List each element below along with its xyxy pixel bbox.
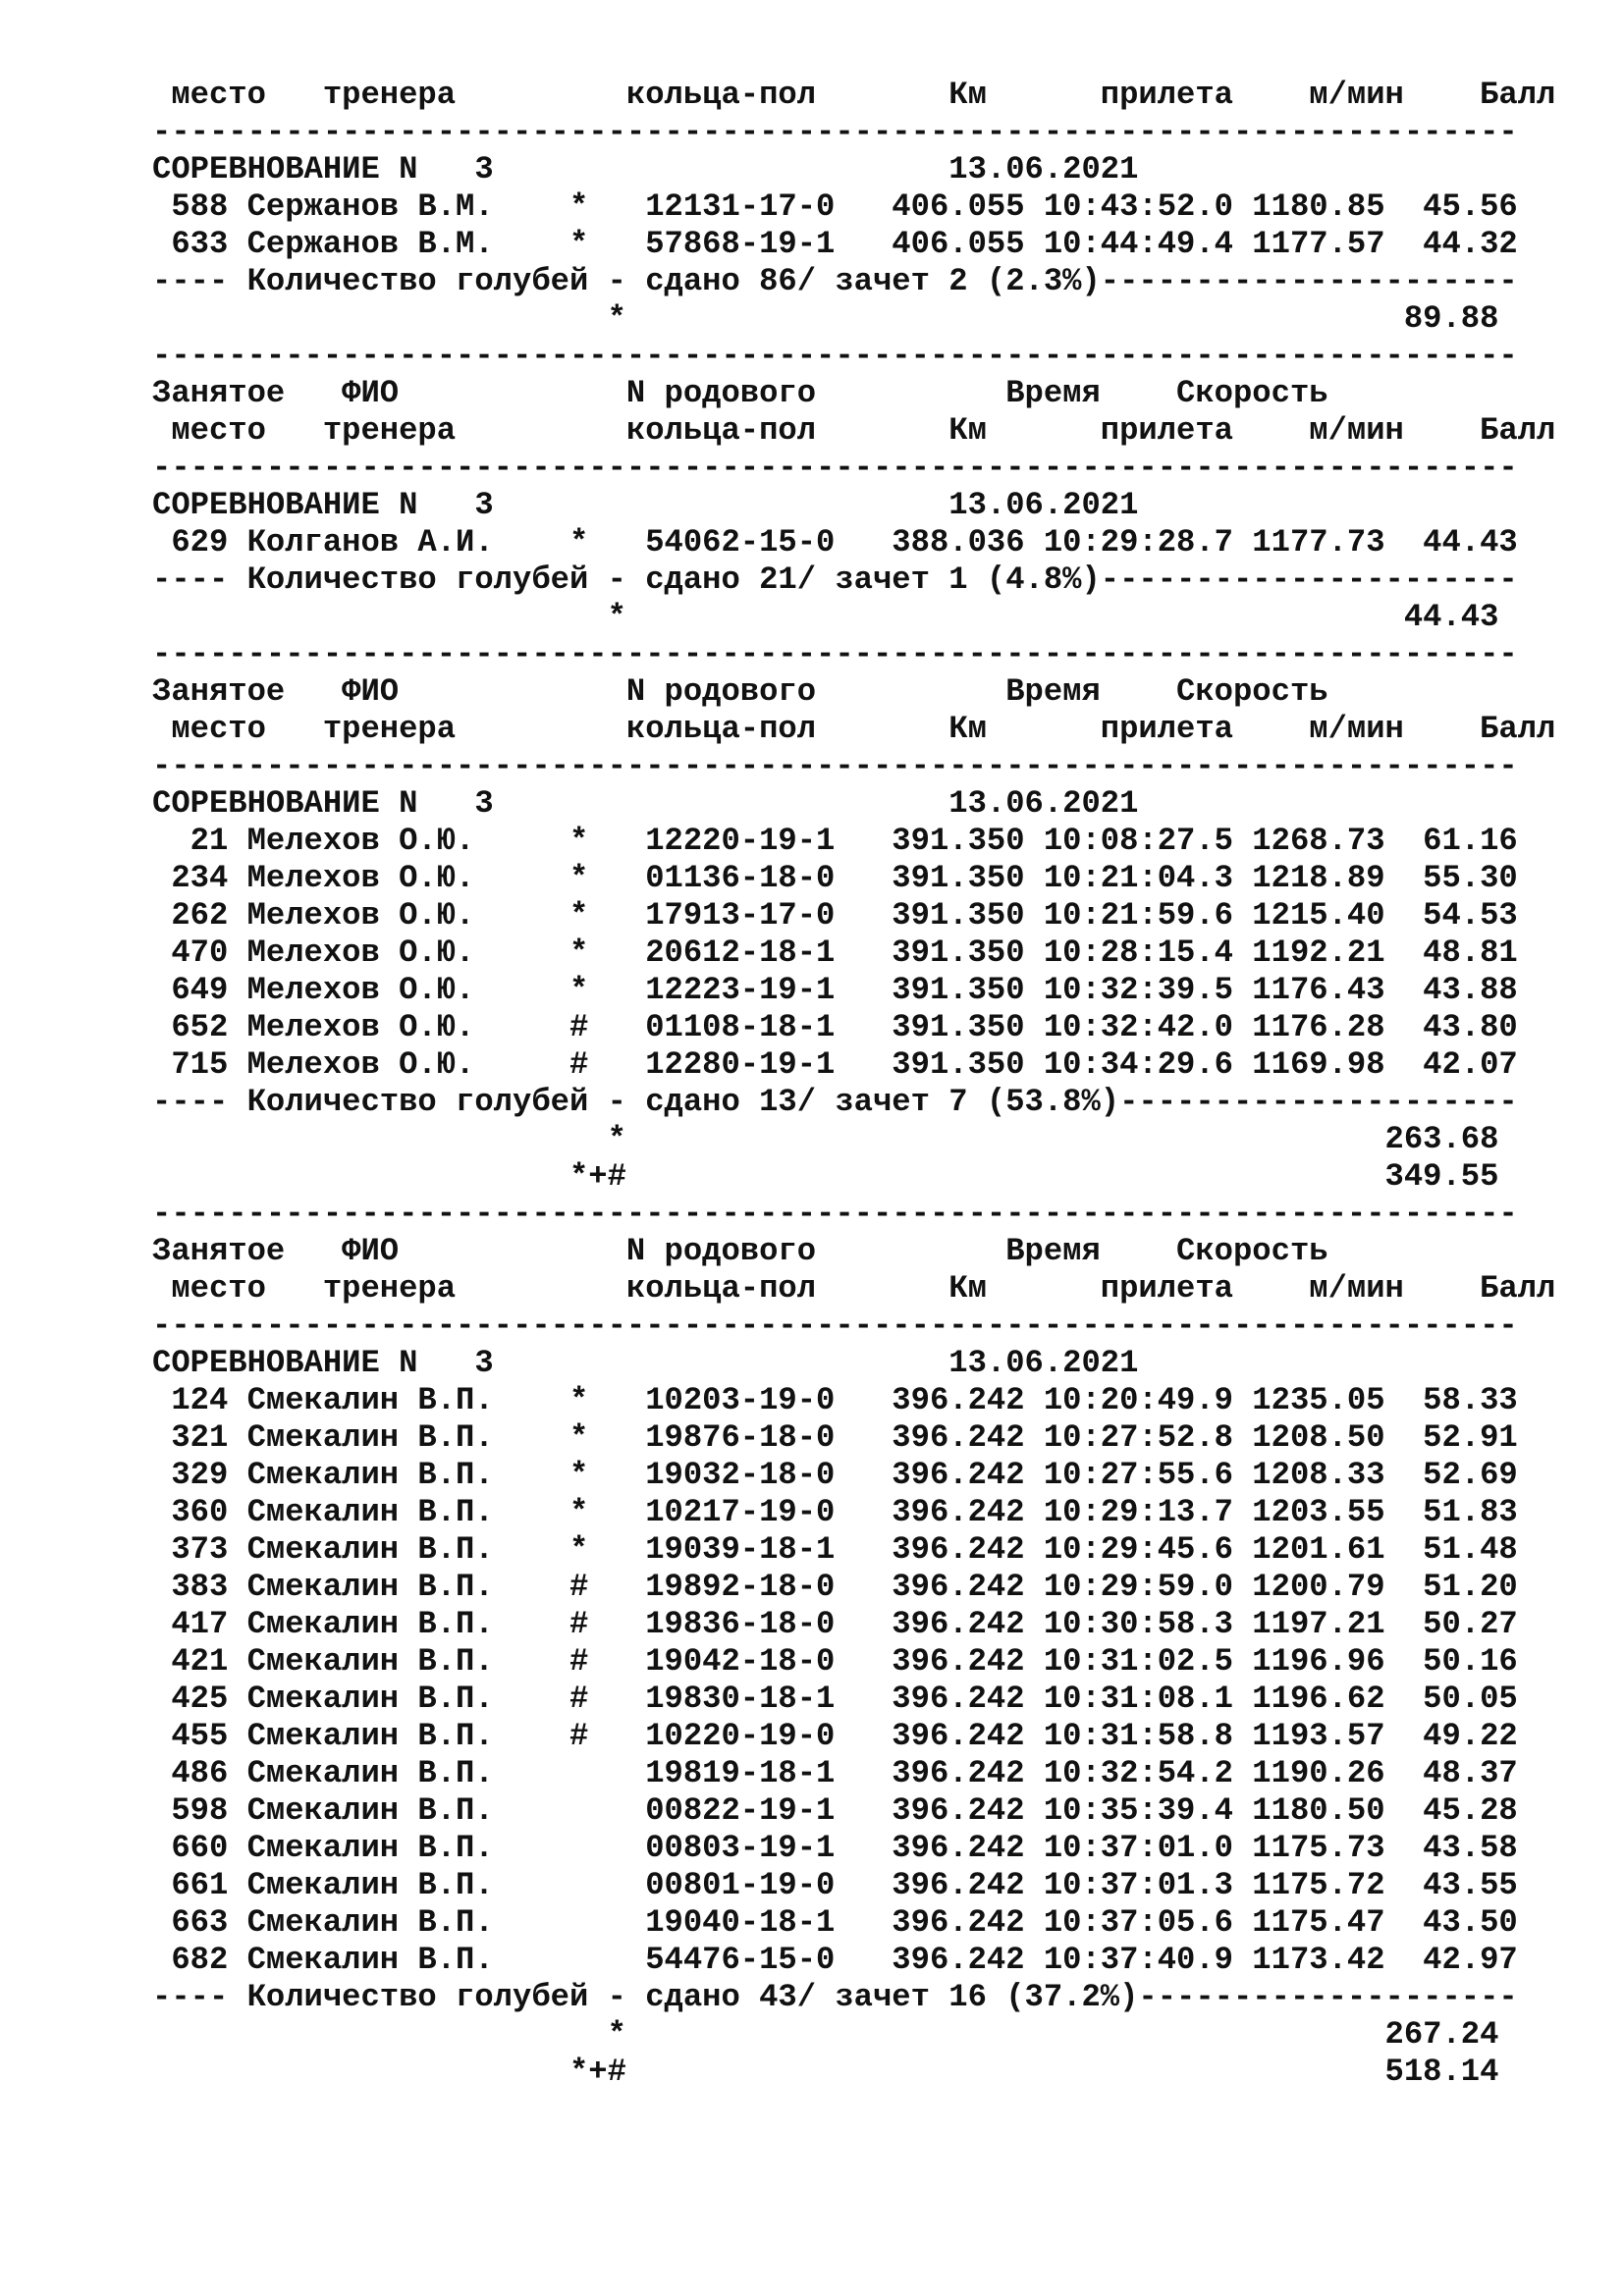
separator-line: ------------------------------------------------------------------------ <box>152 636 1518 672</box>
separator-line: ------------------------------------------------------------------------ <box>152 338 1518 374</box>
result-row: 715 Мелехов О.Ю. # 12280-19-1 391.350 10:34:29.6 1169.98 42.07 <box>152 1046 1518 1083</box>
result-row: 629 Колганов А.И. * 54062-15-0 388.036 10:29:28.7 1177.73 44.43 <box>152 524 1518 561</box>
column-header-row: Занятое ФИО N родового Время Скорость <box>152 1233 1328 1269</box>
section-total: * 263.68 <box>152 1121 1499 1157</box>
column-header-row: Занятое ФИО N родового Время Скорость <box>152 375 1328 411</box>
result-row: 588 Сержанов В.М. * 12131-17-0 406.055 10:43:52.0 1180.85 45.56 <box>152 188 1518 225</box>
section-summary: ---- Количество голубей - сдано 13/ зачет 7 (53.8%)--------------------- <box>152 1084 1518 1120</box>
competition-title: СОРЕВНОВАНИЕ N 3 13.06.2021 <box>152 487 1139 523</box>
result-row: 360 Смекалин В.П. * 10217-19-0 396.242 10:29:13.7 1203.55 51.83 <box>152 1494 1518 1530</box>
section-summary: ---- Количество голубей - сдано 21/ зачет 1 (4.8%)---------------------- <box>152 561 1518 598</box>
result-row: 124 Смекалин В.П. * 10203-19-0 396.242 10:20:49.9 1235.05 58.33 <box>152 1382 1518 1418</box>
section-summary: ---- Количество голубей - сдано 43/ зачет 16 (37.2%)-------------------- <box>152 1979 1518 2015</box>
column-header-row: место тренера кольца-пол Км прилета м/мин Балл <box>152 412 1556 449</box>
column-header-row: место тренера кольца-пол Км прилета м/мин Балл <box>152 711 1556 747</box>
section-summary: ---- Количество голубей - сдано 86/ зачет 2 (2.3%)---------------------- <box>152 263 1518 299</box>
column-header-row: место тренера кольца-пол Км прилета м/мин Балл <box>152 1270 1556 1307</box>
separator-line: ------------------------------------------------------------------------ <box>152 1196 1518 1232</box>
result-row: 661 Смекалин В.П. 00801-19-0 396.242 10:37:01.3 1175.72 43.55 <box>152 1867 1518 1903</box>
result-row: 329 Смекалин В.П. * 19032-18-0 396.242 10:27:55.6 1208.33 52.69 <box>152 1457 1518 1493</box>
result-row: 417 Смекалин В.П. # 19836-18-0 396.242 10:30:58.3 1197.21 50.27 <box>152 1606 1518 1642</box>
separator-line: ------------------------------------------------------------------------ <box>152 1308 1518 1344</box>
competition-title: СОРЕВНОВАНИЕ N 3 13.06.2021 <box>152 151 1139 187</box>
result-row: 649 Мелехов О.Ю. * 12223-19-1 391.350 10:32:39.5 1176.43 43.88 <box>152 972 1518 1008</box>
result-row: 234 Мелехов О.Ю. * 01136-18-0 391.350 10:21:04.3 1218.89 55.30 <box>152 860 1518 896</box>
section-total: * 267.24 <box>152 2016 1499 2053</box>
result-row: 470 Мелехов О.Ю. * 20612-18-1 391.350 10:28:15.4 1192.21 48.81 <box>152 934 1518 971</box>
section-total: *+# 349.55 <box>152 1158 1499 1195</box>
separator-line: ------------------------------------------------------------------------ <box>152 114 1518 150</box>
separator-line: ------------------------------------------------------------------------ <box>152 748 1518 784</box>
result-row: 262 Мелехов О.Ю. * 17913-17-0 391.350 10:21:59.6 1215.40 54.53 <box>152 897 1518 934</box>
result-row: 660 Смекалин В.П. 00803-19-1 396.242 10:37:01.0 1175.73 43.58 <box>152 1830 1518 1866</box>
result-row: 652 Мелехов О.Ю. # 01108-18-1 391.350 10:32:42.0 1176.28 43.80 <box>152 1009 1518 1045</box>
competition-title: СОРЕВНОВАНИЕ N 3 13.06.2021 <box>152 1345 1139 1381</box>
result-row: 455 Смекалин В.П. # 10220-19-0 396.242 10:31:58.8 1193.57 49.22 <box>152 1718 1518 1754</box>
section-total: *+# 518.14 <box>152 2054 1499 2090</box>
result-row: 486 Смекалин В.П. 19819-18-1 396.242 10:32:54.2 1190.26 48.37 <box>152 1755 1518 1791</box>
result-row: 682 Смекалин В.П. 54476-15-0 396.242 10:37:40.9 1173.42 42.97 <box>152 1942 1518 1978</box>
result-row: 21 Мелехов О.Ю. * 12220-19-1 391.350 10:08:27.5 1268.73 61.16 <box>152 823 1518 859</box>
separator-line: ------------------------------------------------------------------------ <box>152 450 1518 486</box>
result-row: 383 Смекалин В.П. # 19892-18-0 396.242 10:29:59.0 1200.79 51.20 <box>152 1569 1518 1605</box>
result-row: 373 Смекалин В.П. * 19039-18-1 396.242 10:29:45.6 1201.61 51.48 <box>152 1531 1518 1568</box>
result-row: 421 Смекалин В.П. # 19042-18-0 396.242 10:31:02.5 1196.96 50.16 <box>152 1643 1518 1680</box>
result-row: 425 Смекалин В.П. # 19830-18-1 396.242 10:31:08.1 1196.62 50.05 <box>152 1681 1518 1717</box>
section-total: * 89.88 <box>152 300 1499 337</box>
result-row: 321 Смекалин В.П. * 19876-18-0 396.242 10:27:52.8 1208.50 52.91 <box>152 1419 1518 1456</box>
column-header-row: Занятое ФИО N родового Время Скорость <box>152 673 1328 710</box>
competition-title: СОРЕВНОВАНИЕ N 3 13.06.2021 <box>152 785 1139 822</box>
report-sheet <box>152 77 1586 2091</box>
column-header-row: место тренера кольца-пол Км прилета м/мин Балл <box>152 77 1556 113</box>
result-row: 663 Смекалин В.П. 19040-18-1 396.242 10:37:05.6 1175.47 43.50 <box>152 1904 1518 1941</box>
result-row: 598 Смекалин В.П. 00822-19-1 396.242 10:35:39.4 1180.50 45.28 <box>152 1792 1518 1829</box>
result-row: 633 Сержанов В.М. * 57868-19-1 406.055 10:44:49.4 1177.57 44.32 <box>152 226 1518 262</box>
section-total: * 44.43 <box>152 599 1499 635</box>
